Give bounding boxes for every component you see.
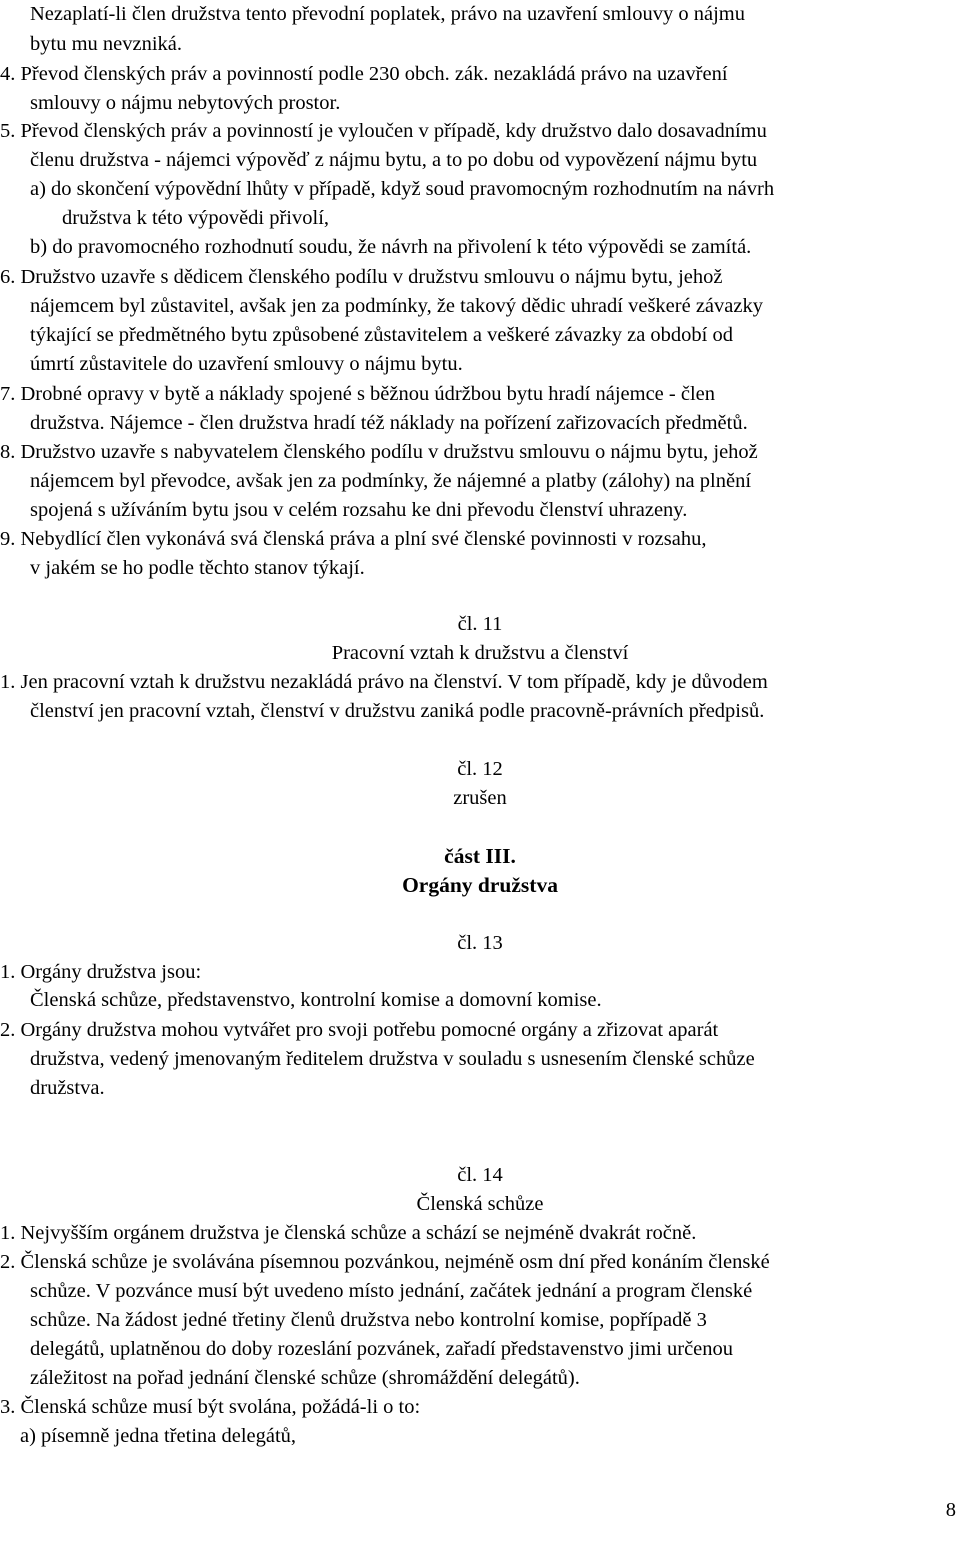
article-heading: čl. 14 [457,1164,503,1186]
text-line: 6. Družstvo uzavře s dědicem členského podílu v družstvu smlouvu o nájmu bytu, jehož [0,266,723,288]
text-line: smlouvy o nájmu nebytových prostor. [30,92,341,114]
text-line: 2. Orgány družstva mohou vytvářet pro svoji potřebu pomocné orgány a zřizovat aparát [0,1019,719,1041]
text-line: 1. Orgány družstva jsou: [0,961,202,983]
page-number: 8 [945,1499,956,1521]
text-line: členství jen pracovní vztah, členství v družstvu zaniká podle pracovně-právních předpisů. [30,700,765,722]
article-title: zrušen [453,787,507,809]
text-line: 9. Nebydlící člen vykonává svá členská práva a plní své členské povinnosti v rozsahu, [0,528,707,550]
text-line: 1. Jen pracovní vztah k družstvu nezakládá právo na členství. V tom případě, kdy je důvodem [0,671,768,693]
text-line: 7. Drobné opravy v bytě a náklady spojené s běžnou údržbou bytu hradí nájemce - člen [0,383,715,405]
text-line: bytu mu nevzniká. [30,33,183,55]
text-line: 2. Členská schůze je svolávána písemnou pozvánkou, nejméně osm dní před konáním členské [0,1251,770,1273]
text-line: 5. Převod členských práv a povinností je vyloučen v případě, kdy družstvo dalo dosavadnímu [0,120,767,142]
article-heading: čl. 13 [457,932,503,954]
text-line: Nezaplatí-li člen družstva tento převodní poplatek, právo na uzavření smlouvy o nájmu [30,3,745,25]
text-line: nájemcem byl převodce, avšak jen za podmínky, že nájemné a platby (zálohy) na plnění [30,470,752,492]
text-line: 3. Členská schůze musí být svolána, požádá-li o to: [0,1396,421,1418]
text-line: družstva. Nájemce - člen družstva hradí též náklady na pořízení zařizovacích předmětů. [30,412,748,434]
text-line: schůze. V pozvánce musí být uvedeno místo jednání, začátek jednání a program členské [30,1280,753,1302]
text-line: 8. Družstvo uzavře s nabyvatelem členského podílu v družstvu smlouvu o nájmu bytu, jehož [0,441,758,463]
article-title: Členská schůze [416,1193,544,1215]
text-line: záležitost na pořad jednání členské schůze (shromáždění delegátů). [30,1367,580,1389]
text-line: b) do pravomocného rozhodnutí soudu, že návrh na přivolení k této výpovědi se zamítá. [30,236,752,258]
text-line: Členská schůze, představenstvo, kontrolní komise a domovní komise. [30,989,602,1011]
article-heading: čl. 11 [457,613,503,635]
article-title: Pracovní vztah k družstvu a členství [331,642,629,664]
text-line: družstva. [30,1077,105,1099]
article-heading: čl. 12 [457,758,503,780]
text-line: delegátů, uplatněnou do doby rozeslání pozvánek, zařadí představenstvo jimi určenou [30,1338,734,1360]
text-line: družstva k této výpovědi přivolí, [62,207,330,229]
text-line: 1. Nejvyšším orgánem družstva je členská schůze a schází se nejméně dvakrát ročně. [0,1222,697,1244]
text-line: 4. Převod členských práv a povinností podle 230 obch. zák. nezakládá právo na uzavření [0,63,728,85]
text-line: týkající se předmětného bytu způsobené zůstavitelem a veškeré závazky za období od [30,324,734,346]
text-line: a) do skončení výpovědní lhůty v případě, když soud pravomocným rozhodnutím na návrh [30,178,775,200]
part-title: Orgány družstva [402,873,558,897]
text-line: a) písemně jedna třetina delegátů, [20,1425,297,1447]
part-heading: část III. [444,844,516,868]
text-line: úmrtí zůstavitele do uzavření smlouvy o nájmu bytu. [30,353,463,375]
text-line: schůze. Na žádost jedné třetiny členů družstva nebo kontrolní komise, popřípadě 3 [30,1309,707,1331]
text-line: členu družstva - nájemci výpověď z nájmu bytu, a to po dobu od vypovězení nájmu bytu [30,149,758,171]
text-line: v jakém se ho podle těchto stanov týkají. [30,557,365,579]
text-line: spojená s užíváním bytu jsou v celém rozsahu ke dni převodu členství uhrazeny. [30,499,688,521]
text-line: družstva, vedený jmenovaným ředitelem družstva v souladu s usnesením členské schůze [30,1048,755,1070]
text-line: nájemcem byl zůstavitel, avšak jen za podmínky, že takový dědic uhradí veškeré závazky [30,295,763,317]
